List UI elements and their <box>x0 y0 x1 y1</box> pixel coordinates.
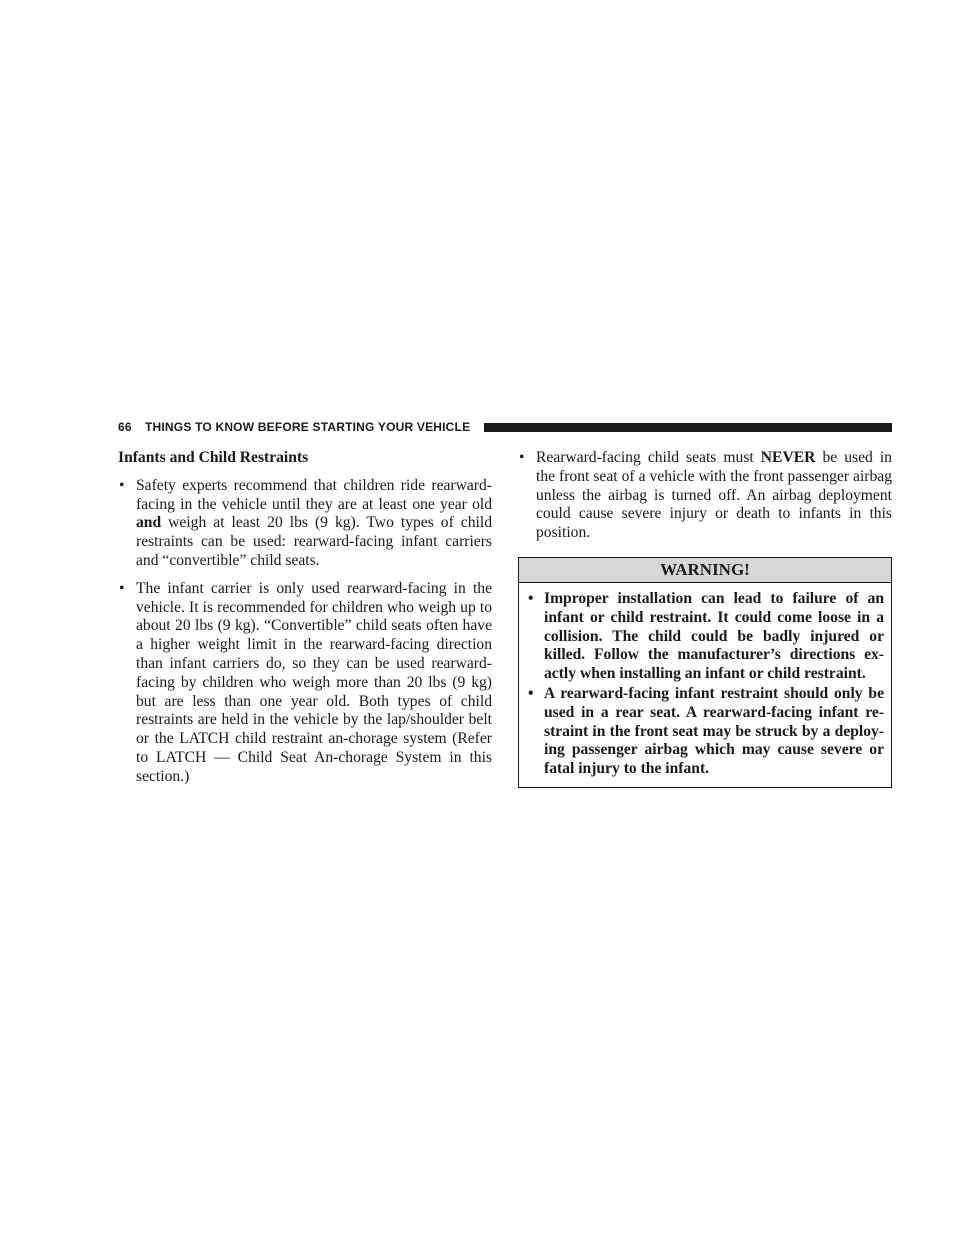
bullet-emphasis: NEVER <box>760 449 816 466</box>
bullet-list <box>118 477 492 787</box>
warning-body <box>519 583 891 787</box>
bullet-icon: • <box>528 684 534 702</box>
bullet-icon: • <box>528 589 534 607</box>
warning-title: WARNING! <box>519 558 891 583</box>
left-column <box>118 449 492 796</box>
bullet-icon: • <box>119 476 125 494</box>
bullet-icon: • <box>519 449 525 466</box>
warning-text: A rearward-facing infant restraint should only be used in a rear seat. A rearward-facing infant re-straint in the front seat may be struck by a deploy-ing passenger airbag which may cause severe or fatal injury to the infant. <box>544 684 884 778</box>
warning-text: Improper installation can lead to failure of an infant or child restraint. It could come loose in a collision. The child could be badly injured or killed. Follow the manufacturer’s directions ex-actly when installing an infant or child restraint. <box>544 589 884 683</box>
bullet-emphasis: and <box>136 514 162 532</box>
header-rule <box>484 423 892 432</box>
bullet-icon: • <box>119 579 125 597</box>
list-item <box>518 449 892 543</box>
list-item <box>118 580 492 787</box>
subheading: Infants and Child Restraints <box>118 449 309 466</box>
bullet-text: weigh at least 20 lbs (9 kg). Two types of child restraints can be used: rearward-facing infant carriers and “convertible” child seats. <box>136 514 492 569</box>
warning-item <box>526 685 884 779</box>
warning-box <box>518 557 892 788</box>
bullet-text: Safety experts recommend that children ride rearward-facing in the vehicle until they are at least one year old <box>136 476 492 513</box>
section-title: THINGS TO KNOW BEFORE STARTING YOUR VEHICLE <box>145 420 471 434</box>
page-header <box>118 419 892 437</box>
right-column <box>518 449 892 788</box>
bullet-text: be used in the front seat of a vehicle with the front passenger airbag unless the airbag is turned off. An airbag deployment could cause severe injury or death to infants in this position. <box>536 449 892 542</box>
bullet-text: The infant carrier is only used rearward-facing in the vehicle. It is recommended for children who weigh up to about 20 lbs (9 kg). “Convertible” child seats often have a higher weight limit in the rearward-facing direction than infant carriers do, so they can be used rearward-facing by children who weigh more than 20 lbs (9 kg) but are less than one year old. Both types of child restraints are held in the vehicle by the lap/shoulder belt or the LATCH child restraint an-chorage system (Refer to LATCH — Child Seat An-chorage System in this section.) <box>136 579 492 785</box>
bullet-text: Rearward-facing child seats must <box>536 449 761 466</box>
bullet-list <box>518 449 892 543</box>
warning-list <box>526 590 884 779</box>
page-number: 66 <box>118 420 132 434</box>
warning-item <box>526 590 884 684</box>
list-item <box>118 477 492 571</box>
